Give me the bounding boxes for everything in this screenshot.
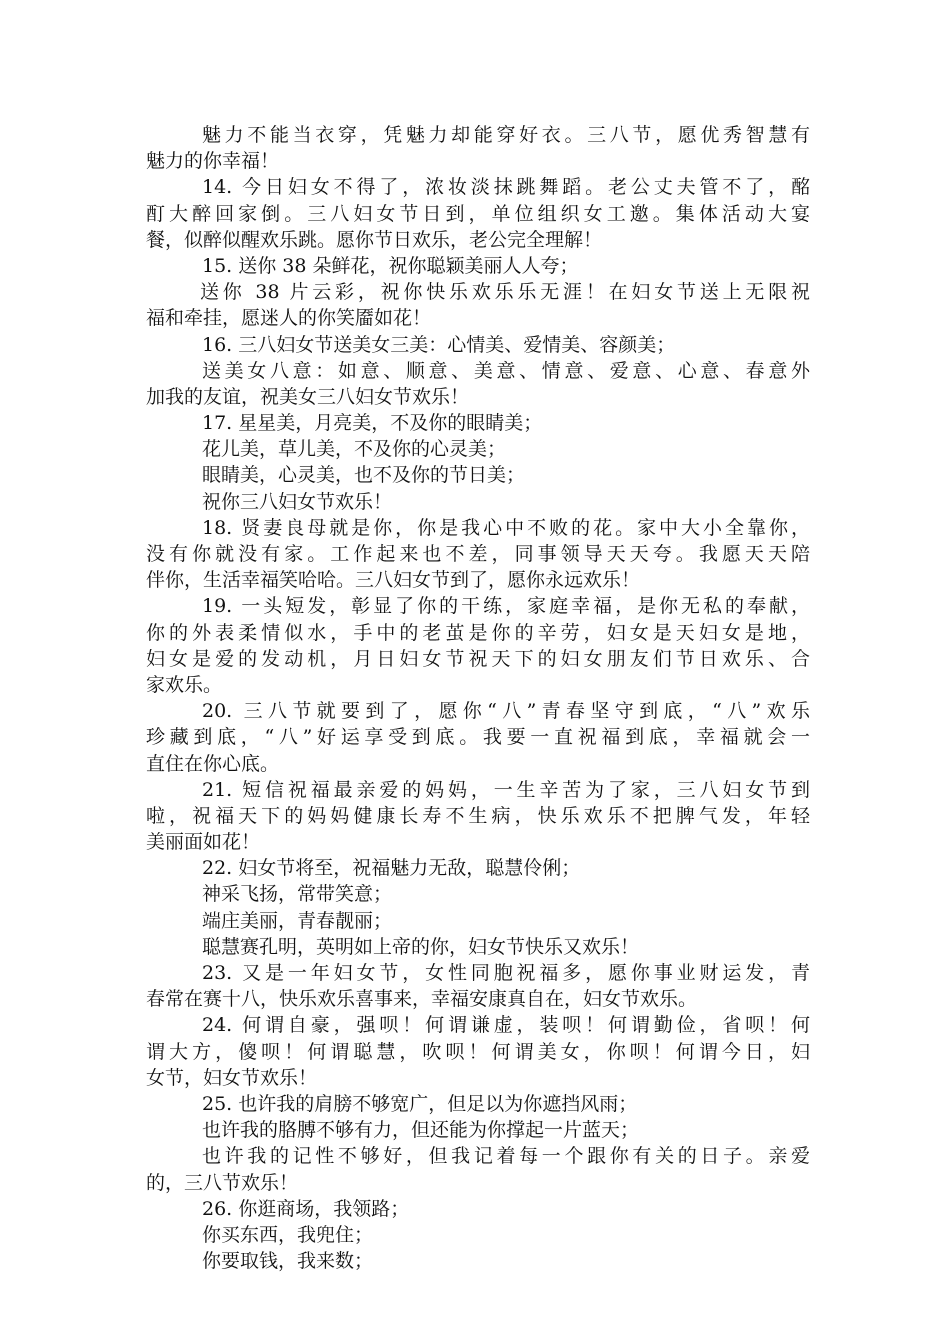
list-item-15: 15. 送你 38 朵鲜花，祝你聪颖美丽人人夸； — [202, 254, 579, 277]
text-line: 妇女是爱的发动机，月日妇女节祝天下的妇女朋友们节日欢乐、合 — [146, 647, 810, 670]
text-line: 酊大醉回家倒。三八妇女节日到，单位组织女工邀。集体活动大宴 — [146, 202, 810, 225]
list-item-18: 18. 贤妻良母就是你，你是我心中不败的花。家中大小全靠你， — [202, 516, 810, 539]
text-line: 也许我的胳膊不够有力，但还能为你撑起一片蓝天； — [202, 1119, 640, 1142]
list-item-20: 20. 三八节就要到了，愿你“八”青春坚守到底，“八”欢乐 — [202, 700, 810, 723]
document-body — [146, 122, 810, 1274]
text-line: 聪慧赛孔明，英明如上帝的你，妇女节快乐又欢乐！ — [202, 935, 640, 958]
text-line: 女节，妇女节欢乐！ — [146, 1066, 318, 1089]
text-line: 魅力不能当衣穿，凭魅力却能穿好衣。三八节，愿优秀智慧有 — [202, 124, 810, 146]
text-line: 没有你就没有家。工作起来也不差，同事领导天天夸。我愿天天陪 — [146, 543, 810, 565]
text-line: 家欢乐。 — [146, 673, 223, 696]
list-item-22: 22. 妇女节将至，祝福魅力无敌，聪慧伶俐； — [202, 857, 581, 880]
text-line: 你买东西，我兜住； — [202, 1223, 374, 1246]
text-line: 你的外表柔情似水，手中的老茧是你的辛劳，妇女是天妇女是地， — [146, 621, 810, 644]
text-line: 的，三八节欢乐！ — [146, 1171, 299, 1194]
text-line: 直住在你心底。 — [146, 752, 280, 775]
text-line: 魅力的你幸福！ — [146, 150, 280, 173]
text-line: 美丽面如花！ — [146, 831, 261, 854]
list-item-25: 25. 也许我的肩膀不够宽广，但足以为你遮挡风雨； — [202, 1092, 638, 1115]
text-line: 珍藏到底，“八”好运享受到底。我要一直祝福到底，幸福就会一 — [146, 726, 810, 749]
text-line: 眼睛美，心灵美，也不及你的节日美； — [202, 464, 526, 487]
text-line: 祝你三八妇女节欢乐！ — [202, 490, 393, 513]
text-line: 你要取钱，我来数； — [202, 1250, 374, 1273]
text-line: 送你 38 片云彩，祝你快乐欢乐乐无涯！在妇女节送上无限祝 — [200, 281, 810, 304]
text-line: 端庄美丽，青春靓丽； — [202, 909, 393, 932]
text-line: 神采飞扬，常带笑意； — [202, 883, 393, 906]
text-line: 花儿美，草儿美，不及你的心灵美； — [202, 438, 507, 461]
text-line: 啦，祝福天下的妈妈健康长寿不生病，快乐欢乐不把脾气发，年轻 — [146, 804, 810, 827]
text-line: 加我的友谊，祝美女三八妇女节欢乐！ — [146, 385, 470, 408]
list-item-16: 16. 三八妇女节送美女三美：心情美、爱情美、容颜美； — [202, 333, 676, 356]
text-line: 伴你，生活幸福笑哈哈。三八妇女节到了，愿你永远欢乐！ — [146, 569, 641, 592]
list-item-23: 23. 又是一年妇女节，女性同胞祝福多，愿你事业财运发，青 — [202, 962, 810, 984]
text-line: 福和牵挂，愿迷人的你笑靥如花！ — [146, 307, 432, 330]
text-line: 也许我的记性不够好，但我记着每一个跟你有关的日子。亲爱 — [202, 1145, 810, 1168]
list-item-26: 26. 你逛商场，我领路； — [202, 1197, 410, 1220]
list-item-21: 21. 短信祝福最亲爱的妈妈，一生辛苦为了家，三八妇女节到 — [202, 778, 810, 801]
text-line: 春常在赛十八，快乐欢乐喜事来，幸福安康真自在，妇女节欢乐。 — [146, 988, 698, 1011]
list-item-24: 24. 何谓自豪，强呗！何谓谦虚，装呗！何谓勤俭，省呗！何 — [202, 1014, 810, 1037]
list-item-14: 14. 今日妇女不得了，浓妆淡抹跳舞蹈。老公丈夫管不了，酩 — [202, 176, 810, 199]
list-item-19: 19. 一头短发，彰显了你的干练，家庭幸福，是你无私的奉献， — [202, 595, 810, 618]
text-line: 谓大方，傻呗！何谓聪慧，吹呗！何谓美女，你呗！何谓今日，妇 — [146, 1040, 810, 1063]
text-line: 送美女八意：如意、顺意、美意、情意、爱意、心意、春意外 — [202, 359, 810, 382]
list-item-17: 17. 星星美，月亮美，不及你的眼睛美； — [202, 412, 543, 435]
text-line: 餐，似醉似醒欢乐跳。愿你节日欢乐，老公完全理解！ — [146, 228, 603, 251]
